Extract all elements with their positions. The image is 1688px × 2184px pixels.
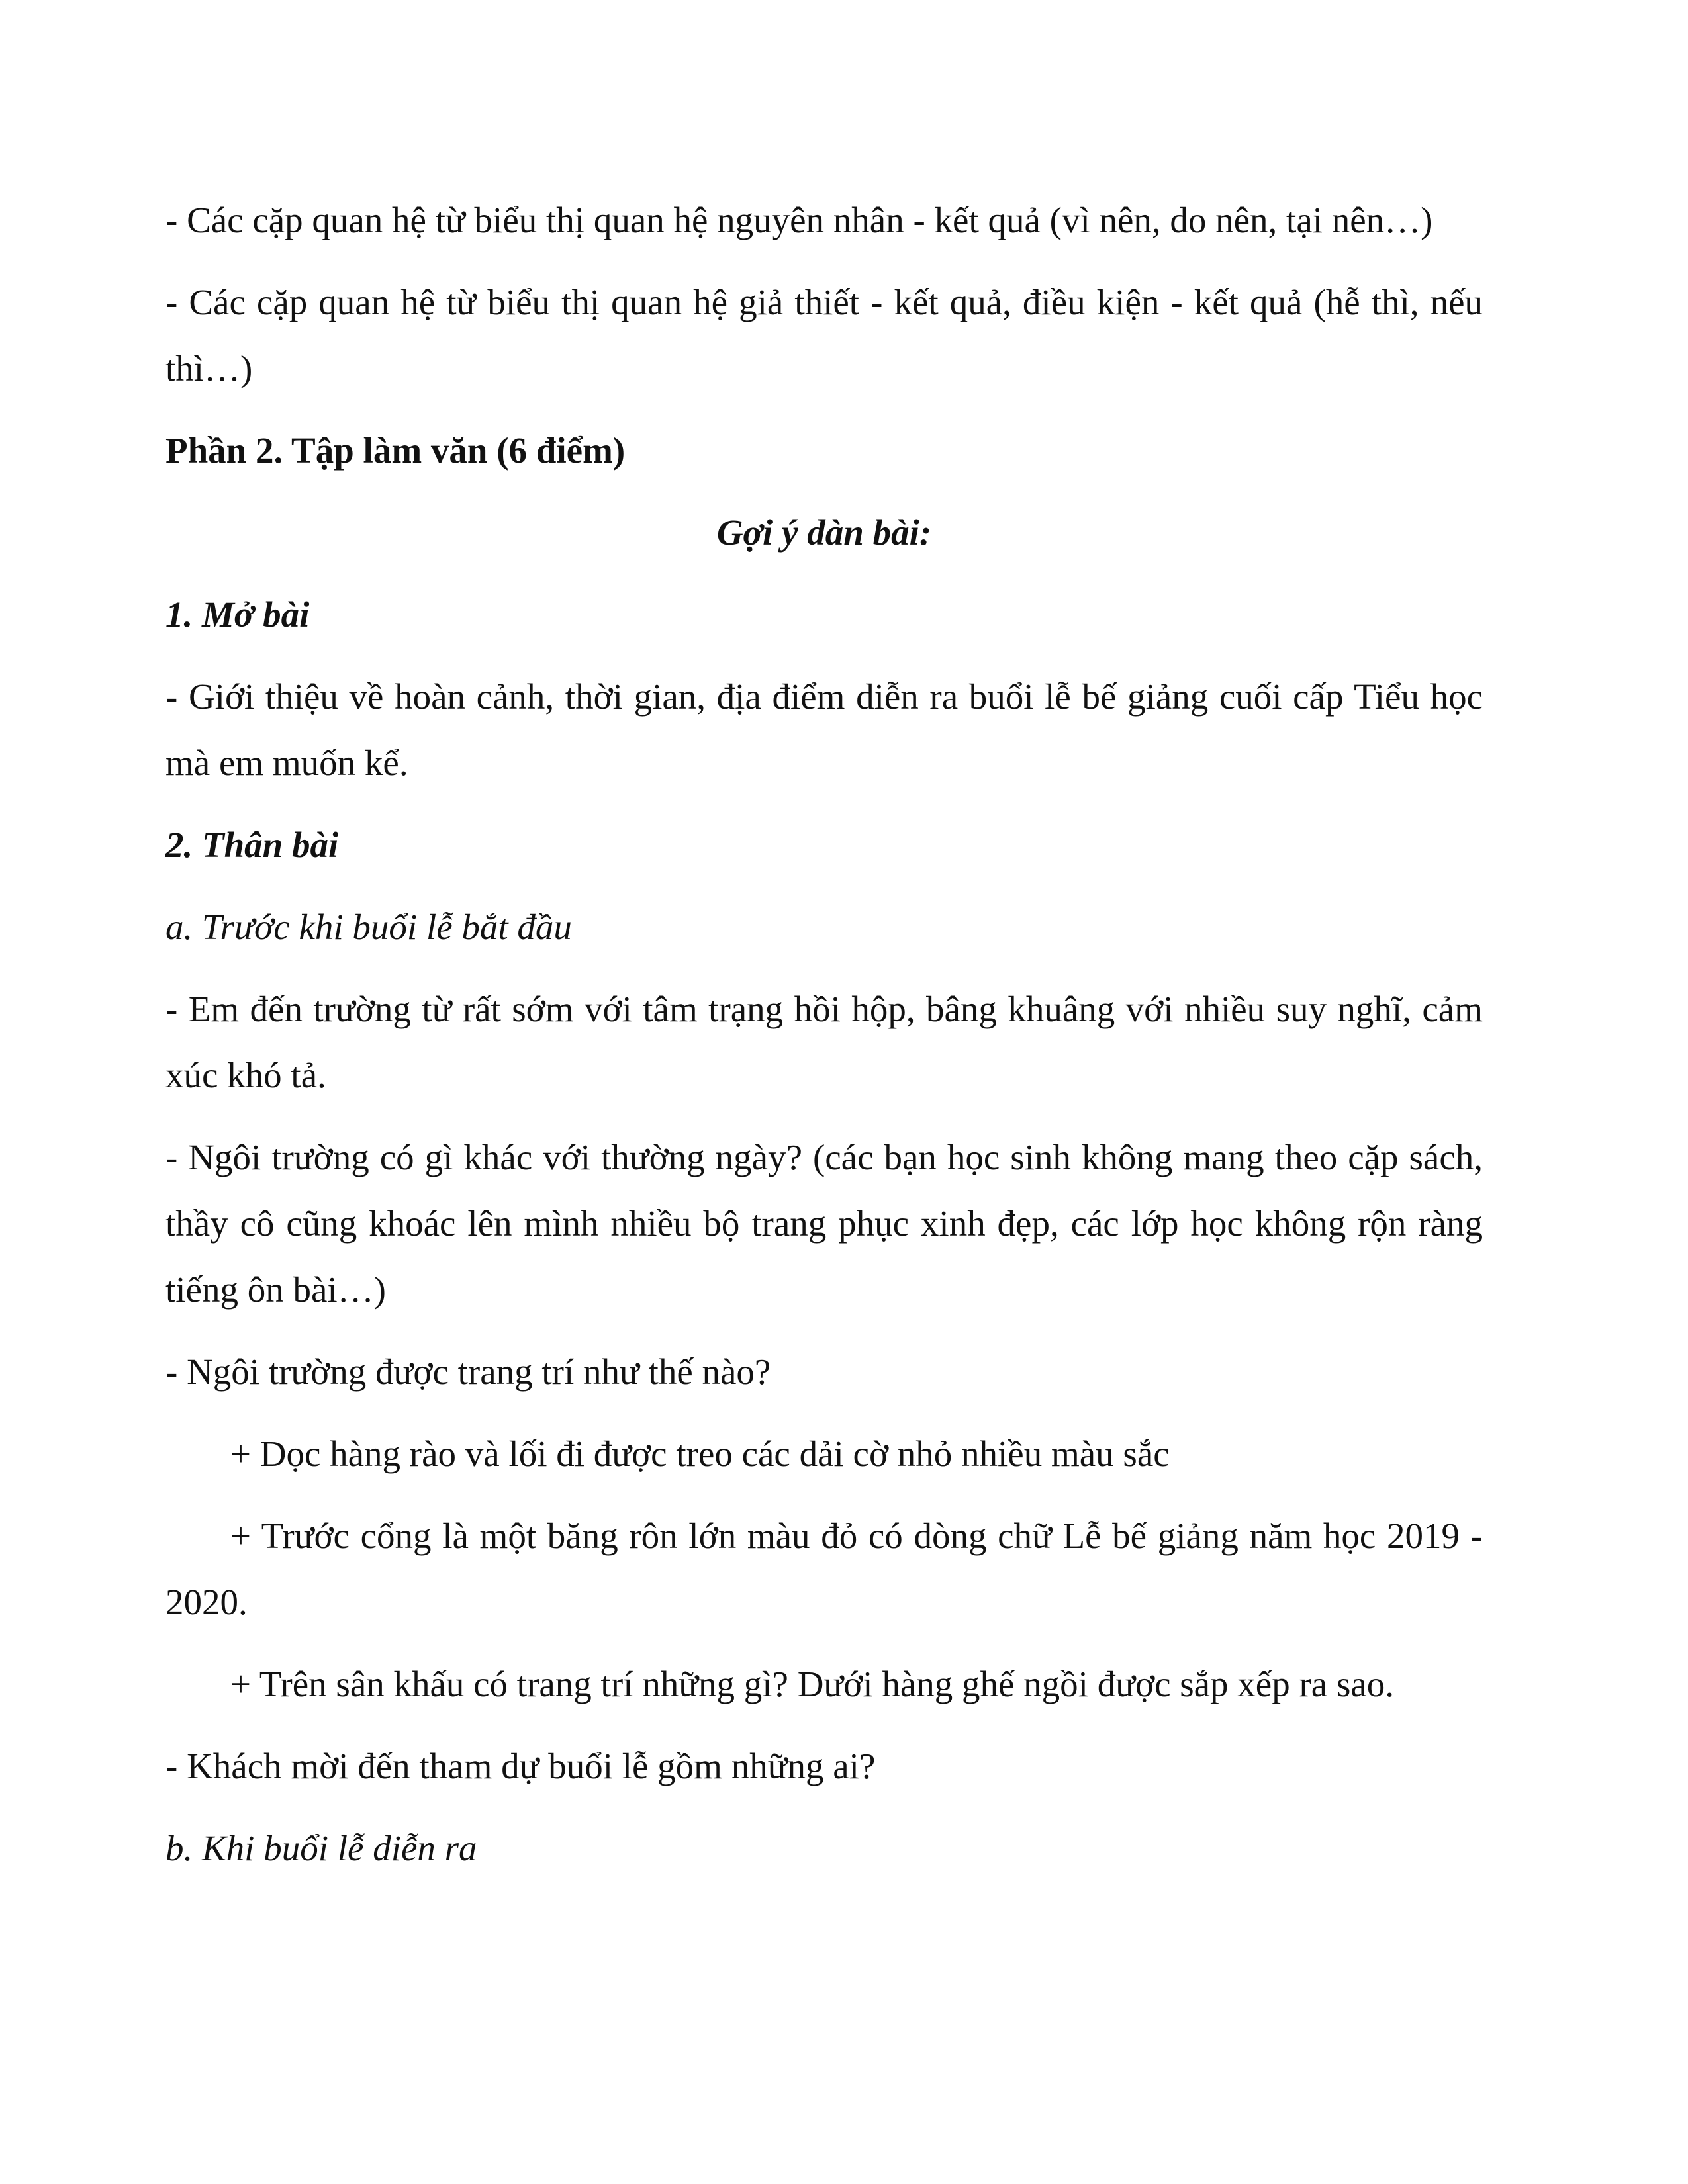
paragraph-condition-pairs: - Các cặp quan hệ từ biểu thị quan hệ giả thiết - kết quả, điều kiện - kết quả (hễ thì, nếu thì…) (165, 282, 1483, 388)
document-body (165, 187, 1483, 1897)
paragraph-school-difference: - Ngôi trường có gì khác với thường ngày? (các bạn học sinh không mang theo cặp sách, thầy cô cũng khoác lên mình nhiều bộ trang phục xinh đẹp, các lớp học không rộn ràng tiếng ôn bài…) (165, 1137, 1483, 1310)
outline-title: Gợi ý dàn bài: (716, 512, 932, 553)
paragraph-arrival: - Em đến trường từ rất sớm với tâm trạng hồi hộp, bâng khuâng với nhiều suy nghĩ, cảm xúc khó tả. (165, 989, 1483, 1095)
section-heading: Phần 2. Tập làm văn (6 điểm) (165, 430, 626, 471)
paragraph-flags: + Dọc hàng rào và lối đi được treo các dải cờ nhỏ nhiều màu sắc (230, 1433, 1170, 1474)
subheading-during-ceremony: b. Khi buổi lễ diễn ra (165, 1828, 477, 1868)
paragraph-guests: - Khách mời đến tham dự buổi lễ gồm những ai? (165, 1746, 876, 1786)
paragraph-decoration-question: - Ngôi trường được trang trí như thế nào? (165, 1351, 771, 1392)
heading-introduction: 1. Mở bài (165, 594, 310, 635)
paragraph-banner: + Trước cổng là một băng rôn lớn màu đỏ có dòng chữ Lễ bế giảng năm học 2019 - 2020. (165, 1516, 1483, 1622)
paragraph-introduction: - Giới thiệu về hoàn cảnh, thời gian, địa điểm diễn ra buổi lễ bế giảng cuối cấp Tiểu học mà em muốn kể. (165, 676, 1483, 783)
paragraph-cause-effect-pairs: - Các cặp quan hệ từ biểu thị quan hệ nguyên nhân - kết quả (vì nên, do nên, tại nên…) (165, 200, 1433, 240)
heading-body: 2. Thân bài (165, 825, 339, 865)
subheading-before-ceremony: a. Trước khi buổi lễ bắt đầu (165, 907, 572, 947)
paragraph-stage: + Trên sân khấu có trang trí những gì? Dưới hàng ghế ngồi được sắp xếp ra sao. (230, 1664, 1395, 1704)
